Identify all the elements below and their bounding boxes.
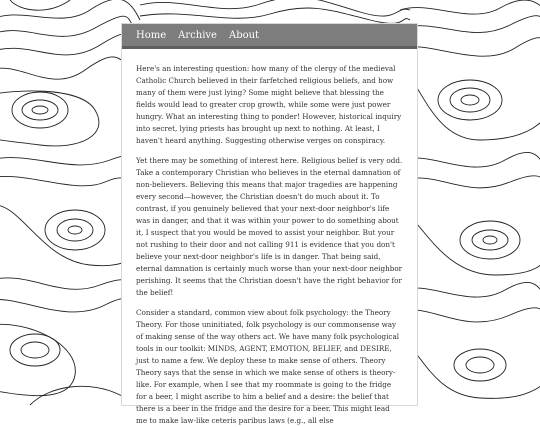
post-paragraph: Here's an interesting question: how many of the clergy of the medieval Catholic Church believed in their farfetched religious beliefs, and how many of them were just lying? Some might believe that blessing the fields would lead to greater crop growth, while some were just power hungry. What an interesting thing to ponder! However, historical inquiry into secret, lying priests has brought up next to nothing. At least, I haven't heard anything. Suggesting otherwise verges on conspiracy. — [136, 64, 402, 145]
top-navigation — [122, 24, 417, 49]
blog-page — [122, 24, 417, 425]
post-paragraph: Yet there may be something of interest here. Religious belief is very odd. Take a contemporary Christian who believes in the eternal damnation of non-believers. Believing this means that major tragedies are happening every second—however, the Christian doesn't do much about it. To contrast, if you genuinely believed that your next-door neighbor's life was in danger, and that it was within your power to do something about it, I suspect that you would be moved to assist your neighbor. But your not rushing to their door and not calling 911 is evidence that you don't believe your next-door neighbor's life is in danger. That being said, eternal damnation is certainly much worse than your next-door neighbor perishing. It seems that the Christian doesn't have the right behavior for the belief! — [136, 156, 403, 297]
post-content — [122, 49, 417, 427]
nav-home-link[interactable]: Home — [136, 29, 167, 41]
nav-about-link[interactable]: About — [228, 29, 260, 41]
post-paragraph: Consider a standard, common view about folk psychology: the Theory Theory. For those uninitiated, folk psychology is our commonsense way of making sense of the way others act. We have many folk psychological tools in our toolkit: MINDS, AGENT, EMOTION, BELIEF, and DESIRE, just to name a few. We deploy these to make sense of others. Theory Theory says that the sense in which we make sense of others is theory-like. For example, when I see that my roommate is going to the fridge for a beer, I might ascribe to him a belief and a desire: the belief that there is a beer in the fridge and the desire for a beer. This might lead me to make law-like ceteris paribus laws (e.g., all else — [136, 308, 400, 425]
nav-archive-link[interactable]: Archive — [178, 29, 217, 41]
